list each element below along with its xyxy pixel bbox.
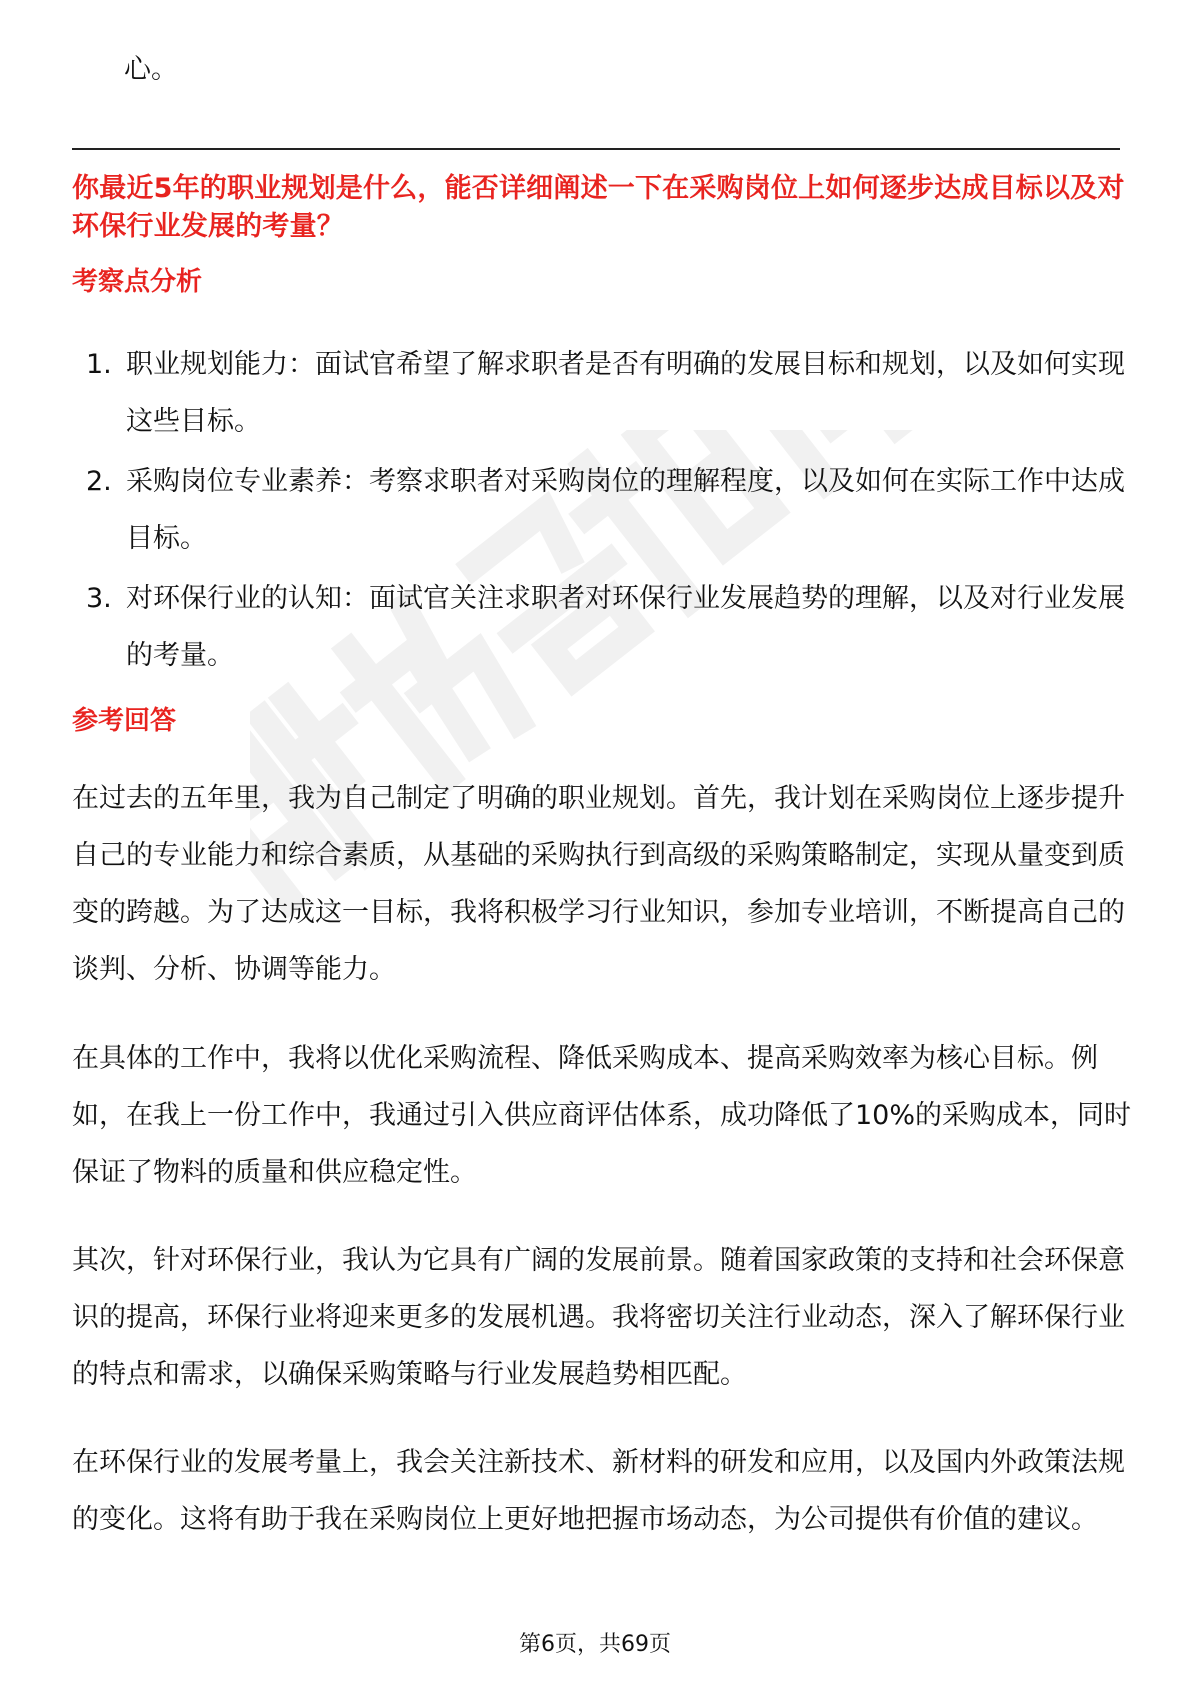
analysis-section-title: 考察点分析 — [72, 267, 203, 297]
answer-paragraph: 其次，针对环保行业，我认为它具有广阔的发展前景。随着国家政策的支持和社会环保意识的提高，环保行业将迎来更多的发展机遇。我将密切关注行业动态，深入了解环保行业的特点和需求，以确保采购策略与行业发展趋势相匹配。 — [72, 1245, 1125, 1390]
list-item — [72, 336, 1132, 450]
list-item-number: 3. — [86, 583, 112, 614]
list-item — [72, 570, 1132, 684]
divider-line — [72, 148, 1120, 150]
answer-paragraph: 在具体的工作中，我将以优化采购流程、降低采购成本、提高采购效率为核心目标。例如，在我上一份工作中，我通过引入供应商评估体系，成功降低了10%的采购成本，同时保证了物料的质量和供应稳定性。 — [72, 1043, 1132, 1188]
list-item-text: 职业规划能力：面试官希望了解求职者是否有明确的发展目标和规划，以及如何实现这些目标。 — [126, 349, 1125, 437]
list-item-number: 1. — [86, 349, 112, 380]
continued-text: 心。 — [124, 54, 178, 85]
list-item-text: 对环保行业的认知：面试官关注求职者对环保行业发展趋势的理解，以及对行业发展的考量。 — [126, 583, 1125, 671]
answer-section-title: 参考回答 — [72, 706, 177, 736]
page-number-footer: 第6页，共69页 — [519, 1632, 671, 1657]
list-item — [72, 453, 1132, 567]
list-item-text: 采购岗位专业素养：考察求职者对采购岗位的理解程度，以及如何在实际工作中达成目标。 — [126, 466, 1125, 554]
question-heading: 你最近5年的职业规划是什么，能否详细阐述一下在采购岗位上如何逐步达成目标以及对环保行业发展的考量？ — [72, 173, 1125, 242]
analysis-points-list — [72, 336, 1132, 687]
answer-paragraph: 在环保行业的发展考量上，我会关注新技术、新材料的研发和应用，以及国内外政策法规的变化。这将有助于我在采购岗位上更好地把握市场动态，为公司提供有价值的建议。 — [72, 1447, 1125, 1535]
answer-paragraph: 在过去的五年里，我为自己制定了明确的职业规划。首先，我计划在采购岗位上逐步提升自己的专业能力和综合素质，从基础的采购执行到高级的采购策略制定，实现从量变到质变的跨越。为了达成这一目标，我将积极学习行业知识，参加专业培训，不断提高自己的谈判、分析、协调等能力。 — [72, 783, 1125, 985]
list-item-number: 2. — [86, 466, 112, 497]
